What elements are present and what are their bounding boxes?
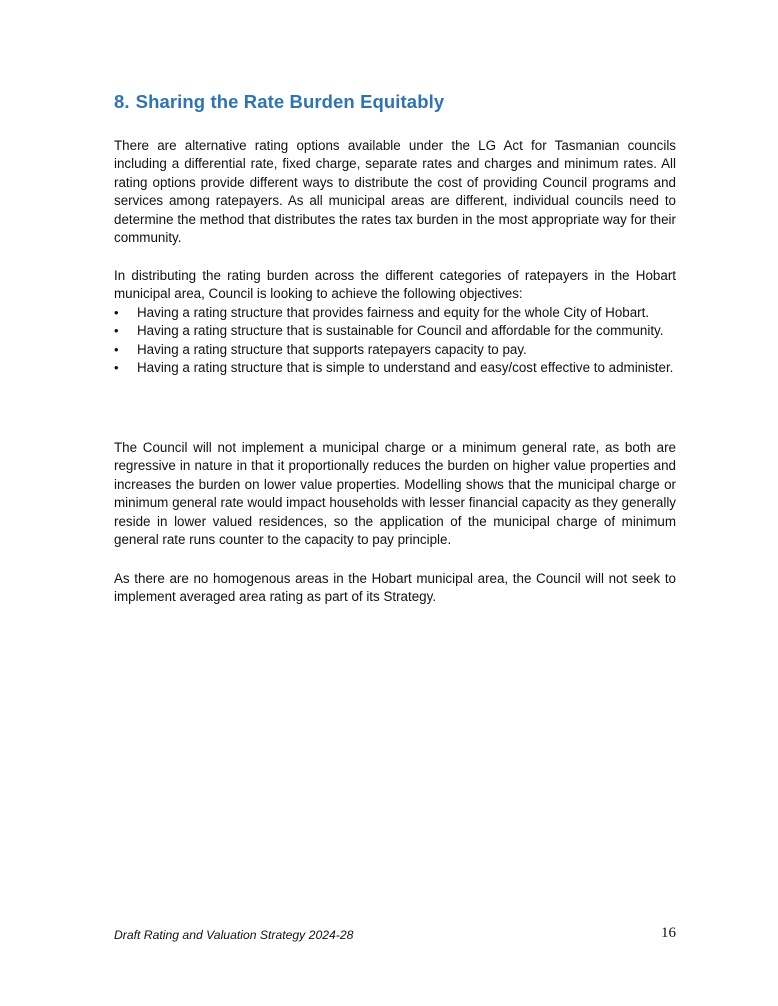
- objective-text: Having a rating structure that is sustainable for Council and affordable for the community.: [137, 323, 664, 339]
- municipal-charge-paragraph: The Council will not implement a municipal charge or a minimum general rate, as both are regressive in nature in that it proportionally reduces the burden on higher value properties and increases the burden on lower value properties. Modelling shows that the municipal charge or minimum general rate would impact households with lesser financial capacity as they generally reside in lower valued residences, so the application of the municipal charge of minimum general rate runs counter to the capacity to pay principle.: [114, 440, 676, 548]
- bullet-icon: •: [114, 341, 119, 357]
- area-rating-block: [114, 570, 676, 607]
- section-heading: [114, 91, 444, 113]
- bullet-icon: •: [114, 323, 119, 339]
- section-title: Sharing the Rate Burden Equitably: [135, 91, 445, 112]
- objectives-block: [114, 267, 676, 377]
- bullet-icon: •: [114, 304, 119, 320]
- page-number: 16: [661, 925, 676, 941]
- objectives-lead-paragraph: In distributing the rating burden across the different categories of ratepayers in the Hobart municipal area, Council is looking to achieve the following objectives:: [114, 268, 676, 302]
- objective-text: Having a rating structure that provides fairness and equity for the whole City of Hobart.: [137, 304, 650, 320]
- bullet-icon: •: [114, 360, 119, 376]
- area-rating-paragraph: As there are no homogenous areas in the Hobart municipal area, the Council will not seek to implement averaged area rating as part of its Strategy.: [114, 571, 676, 605]
- objectives-list: [114, 304, 676, 378]
- list-item: [114, 359, 676, 377]
- municipal-charge-block: [114, 439, 676, 549]
- footer-document-title: Draft Rating and Valuation Strategy 2024-28: [114, 928, 354, 942]
- objective-text: Having a rating structure that supports ratepayers capacity to pay.: [137, 341, 527, 357]
- intro-paragraph-block: [114, 137, 676, 247]
- list-item: [114, 322, 676, 340]
- section-number: 8.: [114, 91, 130, 112]
- list-item: [114, 304, 676, 322]
- list-item: [114, 341, 676, 359]
- intro-paragraph: There are alternative rating options available under the LG Act for Tasmanian councils including a differential rate, fixed charge, separate rates and charges and minimum rates. All rating options provide different ways to distribute the cost of providing Council programs and services among ratepayers. As all municipal areas are different, individual councils need to determine the method that distributes the rates tax burden in the most appropriate way for their community.: [114, 138, 676, 246]
- objective-text: Having a rating structure that is simple to understand and easy/cost effective to administer.: [137, 360, 674, 376]
